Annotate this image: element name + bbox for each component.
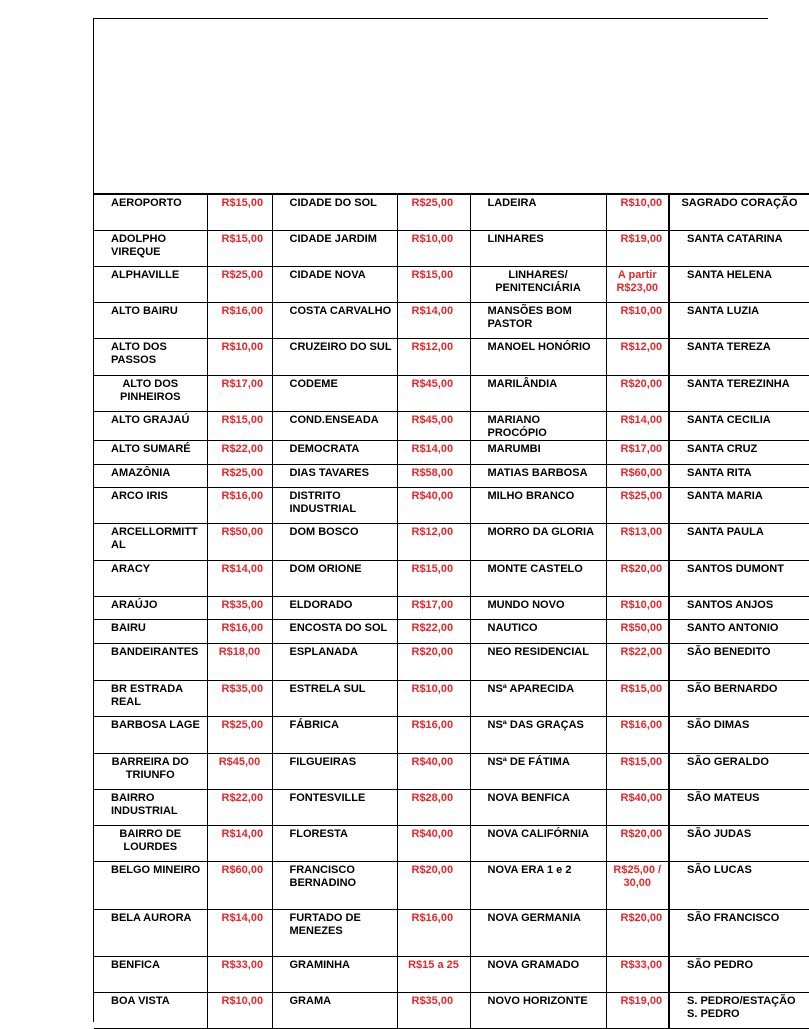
neighborhood-cell: MORRO DA GLORIA	[470, 523, 606, 560]
neighborhood-cell: ARCO IRIS	[94, 487, 207, 523]
neighborhood-cell: SANTA LUZIA	[669, 302, 809, 338]
table-row	[94, 411, 809, 440]
neighborhood-cell: ELDORADO	[272, 596, 397, 619]
neighborhood-cell: SANTA CATARINA	[669, 230, 809, 266]
price-cell: R$40,00	[606, 789, 669, 825]
neighborhood-cell: COND.ENSEADA	[272, 411, 397, 440]
neighborhood-cell: ALTO GRAJAÚ	[94, 411, 207, 440]
price-cell: R$17,00	[207, 375, 272, 411]
price-cell: R$15,00	[606, 753, 669, 789]
price-cell: R$17,00	[397, 596, 470, 619]
neighborhood-cell: CODEME	[272, 375, 397, 411]
price-cell: R$16,00	[207, 487, 272, 523]
table-row	[94, 619, 809, 643]
price-cell: R$10,00	[606, 302, 669, 338]
price-cell: R$16,00	[397, 716, 470, 753]
price-cell: R$15 a 25	[397, 956, 470, 992]
price-cell: R$16,00	[606, 716, 669, 753]
price-cell: R$45,00	[397, 375, 470, 411]
price-cell: R$20,00	[397, 861, 470, 909]
price-cell: R$18,00	[207, 643, 272, 680]
price-cell: R$28,00	[397, 789, 470, 825]
price-cell: R$25,00 / 30,00	[606, 861, 669, 909]
neighborhood-cell: SÃO JUDAS	[669, 825, 809, 861]
price-cell: R$16,00	[207, 302, 272, 338]
price-cell: R$20,00	[606, 560, 669, 596]
price-cell: R$40,00	[397, 825, 470, 861]
neighborhood-cell: MARUMBI	[470, 440, 606, 464]
price-cell: R$10,00	[207, 992, 272, 1028]
neighborhood-cell: LADEIRA	[470, 194, 606, 230]
table-body	[94, 194, 809, 1028]
price-cell: R$10,00	[606, 596, 669, 619]
neighborhood-cell: SÃO MATEUS	[669, 789, 809, 825]
table-row	[94, 789, 809, 825]
price-cell: R$14,00	[397, 440, 470, 464]
table-row	[94, 523, 809, 560]
price-cell: R$10,00	[606, 194, 669, 230]
neighborhood-cell: BAIRRO DE LOURDES	[94, 825, 207, 861]
price-cell: R$58,00	[397, 464, 470, 487]
neighborhood-cell: BAIRU	[94, 619, 207, 643]
price-cell: R$20,00	[606, 375, 669, 411]
neighborhood-cell: ESPLANADA	[272, 643, 397, 680]
price-cell: R$45,00	[397, 411, 470, 440]
table-row	[94, 302, 809, 338]
neighborhood-cell: FRANCISCO BERNADINO	[272, 861, 397, 909]
price-cell: R$15,00	[207, 230, 272, 266]
table-row	[94, 992, 809, 1028]
price-cell: R$22,00	[606, 643, 669, 680]
price-cell: R$15,00	[606, 680, 669, 716]
neighborhood-cell: DIAS TAVARES	[272, 464, 397, 487]
neighborhood-cell: MILHO BRANCO	[470, 487, 606, 523]
price-cell: R$50,00	[606, 619, 669, 643]
neighborhood-cell: ARAÚJO	[94, 596, 207, 619]
neighborhood-cell: BANDEIRANTES	[94, 643, 207, 680]
neighborhood-cell: ALTO DOS PASSOS	[94, 338, 207, 375]
table-row	[94, 861, 809, 909]
neighborhood-cell: ADOLPHO VIREQUE	[94, 230, 207, 266]
table-row	[94, 266, 809, 302]
neighborhood-cell: GRAMA	[272, 992, 397, 1028]
neighborhood-cell: AMAZÔNIA	[94, 464, 207, 487]
table-row	[94, 338, 809, 375]
price-cell: R$35,00	[207, 596, 272, 619]
neighborhood-cell: LINHARES	[470, 230, 606, 266]
neighborhood-cell: BAIRRO INDUSTRIAL	[94, 789, 207, 825]
price-cell: R$12,00	[397, 338, 470, 375]
neighborhood-cell: FONTESVILLE	[272, 789, 397, 825]
neighborhood-cell: NSª APARECIDA	[470, 680, 606, 716]
neighborhood-cell: NEO RESIDENCIAL	[470, 643, 606, 680]
price-cell: R$22,00	[207, 440, 272, 464]
price-cell: R$16,00	[207, 619, 272, 643]
neighborhood-cell: BARBOSA LAGE	[94, 716, 207, 753]
neighborhood-cell: AEROPORTO	[94, 194, 207, 230]
price-cell: R$25,00	[207, 464, 272, 487]
neighborhood-cell: BARREIRA DO TRIUNFO	[94, 753, 207, 789]
neighborhood-cell: SANTO ANTONIO	[669, 619, 809, 643]
price-cell: R$12,00	[606, 338, 669, 375]
price-cell: R$15,00	[397, 560, 470, 596]
table-row	[94, 956, 809, 992]
neighborhood-cell: MANSÕES BOM PASTOR	[470, 302, 606, 338]
neighborhood-cell: SANTOS DUMONT	[669, 560, 809, 596]
price-cell: R$25,00	[606, 487, 669, 523]
price-cell: R$12,00	[397, 523, 470, 560]
table-row	[94, 643, 809, 680]
price-cell: R$14,00	[207, 825, 272, 861]
table-row	[94, 909, 809, 956]
price-cell: R$10,00	[397, 680, 470, 716]
neighborhood-cell: DEMOCRATA	[272, 440, 397, 464]
price-cell: R$60,00	[606, 464, 669, 487]
price-cell: R$20,00	[606, 909, 669, 956]
price-cell: R$14,00	[207, 560, 272, 596]
price-cell: R$15,00	[397, 266, 470, 302]
price-cell: A partir R$23,00	[606, 266, 669, 302]
table-row	[94, 825, 809, 861]
price-cell: R$19,00	[606, 992, 669, 1028]
neighborhood-cell: BR ESTRADA REAL	[94, 680, 207, 716]
neighborhood-cell: SANTA TEREZINHA	[669, 375, 809, 411]
neighborhood-cell: CIDADE DO SOL	[272, 194, 397, 230]
neighborhood-cell: FURTADO DE MENEZES	[272, 909, 397, 956]
table-row	[94, 596, 809, 619]
price-cell: R$25,00	[207, 716, 272, 753]
price-cell: R$35,00	[207, 680, 272, 716]
neighborhood-cell: SANTA MARIA	[669, 487, 809, 523]
neighborhood-cell: NOVO HORIZONTE	[470, 992, 606, 1028]
neighborhood-cell: ALTO SUMARÉ	[94, 440, 207, 464]
price-cell: R$33,00	[606, 956, 669, 992]
price-cell: R$45,00	[207, 753, 272, 789]
neighborhood-cell: SANTOS ANJOS	[669, 596, 809, 619]
price-cell: R$16,00	[397, 909, 470, 956]
price-cell: R$14,00	[606, 411, 669, 440]
neighborhood-cell: SANTA TEREZA	[669, 338, 809, 375]
neighborhood-cell: NOVA CALIFÓRNIA	[470, 825, 606, 861]
table-row	[94, 680, 809, 716]
neighborhood-cell: SÃO FRANCISCO	[669, 909, 809, 956]
neighborhood-cell: DOM ORIONE	[272, 560, 397, 596]
neighborhood-cell: ENCOSTA DO SOL	[272, 619, 397, 643]
neighborhood-cell: SÃO GERALDO	[669, 753, 809, 789]
neighborhood-cell: SÃO LUCAS	[669, 861, 809, 909]
price-cell: R$25,00	[207, 266, 272, 302]
price-cell: R$15,00	[207, 411, 272, 440]
neighborhood-cell: SANTA HELENA	[669, 266, 809, 302]
neighborhood-cell: BENFICA	[94, 956, 207, 992]
price-cell: R$20,00	[606, 825, 669, 861]
neighborhood-cell: MONTE CASTELO	[470, 560, 606, 596]
neighborhood-cell: FLORESTA	[272, 825, 397, 861]
neighborhood-cell: ALPHAVILLE	[94, 266, 207, 302]
price-cell: R$50,00	[207, 523, 272, 560]
neighborhood-cell: LINHARES/ PENITENCIÁRIA	[470, 266, 606, 302]
neighborhood-cell: SANTA PAULA	[669, 523, 809, 560]
neighborhood-cell: FÁBRICA	[272, 716, 397, 753]
neighborhood-cell: CIDADE NOVA	[272, 266, 397, 302]
neighborhood-cell: ARACY	[94, 560, 207, 596]
neighborhood-cell: SANTA CRUZ	[669, 440, 809, 464]
neighborhood-cell: CIDADE JARDIM	[272, 230, 397, 266]
price-cell: R$35,00	[397, 992, 470, 1028]
table-row	[94, 375, 809, 411]
neighborhood-cell: SÃO DIMAS	[669, 716, 809, 753]
neighborhood-cell: NOVA ERA 1 e 2	[470, 861, 606, 909]
price-cell: R$22,00	[207, 789, 272, 825]
neighborhood-cell: NSª DE FÁTIMA	[470, 753, 606, 789]
price-cell: R$20,00	[397, 643, 470, 680]
neighborhood-cell: SANTA RITA	[669, 464, 809, 487]
table-row	[94, 230, 809, 266]
price-cell: R$15,00	[207, 194, 272, 230]
table-row	[94, 440, 809, 464]
neighborhood-cell: MUNDO NOVO	[470, 596, 606, 619]
price-cell: R$14,00	[207, 909, 272, 956]
price-cell: R$14,00	[397, 302, 470, 338]
header-blank-area	[94, 19, 769, 193]
neighborhood-cell: FILGUEIRAS	[272, 753, 397, 789]
neighborhood-cell: ALTO DOS PINHEIROS	[94, 375, 207, 411]
price-cell: R$10,00	[397, 230, 470, 266]
price-cell: R$10,00	[207, 338, 272, 375]
table-row	[94, 464, 809, 487]
table-row	[94, 753, 809, 789]
neighborhood-cell: DOM BOSCO	[272, 523, 397, 560]
neighborhood-cell: NSª DAS GRAÇAS	[470, 716, 606, 753]
neighborhood-cell: NOVA BENFICA	[470, 789, 606, 825]
price-cell: R$19,00	[606, 230, 669, 266]
neighborhood-cell: S. PEDRO/ESTAÇÃO S. PEDRO	[669, 992, 809, 1028]
neighborhood-cell: COSTA CARVALHO	[272, 302, 397, 338]
neighborhood-cell: SANTA CECILIA	[669, 411, 809, 440]
price-cell: R$22,00	[397, 619, 470, 643]
neighborhood-cell: SÃO BERNARDO	[669, 680, 809, 716]
table-row	[94, 487, 809, 523]
neighborhood-cell: BOA VISTA	[94, 992, 207, 1028]
neighborhood-cell: MATIAS BARBOSA	[470, 464, 606, 487]
neighborhood-cell: MARIANO PROCÓPIO	[470, 411, 606, 440]
neighborhood-cell: SÃO PEDRO	[669, 956, 809, 992]
neighborhood-cell: CRUZEIRO DO SUL	[272, 338, 397, 375]
table-row	[94, 560, 809, 596]
price-cell: R$60,00	[207, 861, 272, 909]
neighborhood-cell: SÃO BENEDITO	[669, 643, 809, 680]
table-row	[94, 716, 809, 753]
table-row	[94, 194, 809, 230]
neighborhood-cell: NOVA GERMANIA	[470, 909, 606, 956]
price-cell: R$25,00	[397, 194, 470, 230]
price-cell: R$13,00	[606, 523, 669, 560]
neighborhood-cell: MARILÂNDIA	[470, 375, 606, 411]
neighborhood-cell: BELGO MINEIRO	[94, 861, 207, 909]
neighborhood-cell: ALTO BAIRU	[94, 302, 207, 338]
price-cell: R$40,00	[397, 753, 470, 789]
neighborhood-cell: ARCELLORMITTAL	[94, 523, 207, 560]
neighborhood-cell: MANOEL HONÓRIO	[470, 338, 606, 375]
price-cell: R$33,00	[207, 956, 272, 992]
neighborhood-cell: BELA AURORA	[94, 909, 207, 956]
price-cell: R$17,00	[606, 440, 669, 464]
neighborhood-cell: DISTRITO INDUSTRIAL	[272, 487, 397, 523]
document-page	[93, 18, 798, 1022]
neighborhood-fare-table	[94, 193, 809, 1029]
neighborhood-cell: GRAMINHA	[272, 956, 397, 992]
neighborhood-cell: ESTRELA SUL	[272, 680, 397, 716]
neighborhood-cell: NAUTICO	[470, 619, 606, 643]
neighborhood-cell: SAGRADO CORAÇÃO	[669, 194, 809, 230]
neighborhood-cell: NOVA GRAMADO	[470, 956, 606, 992]
price-cell: R$40,00	[397, 487, 470, 523]
